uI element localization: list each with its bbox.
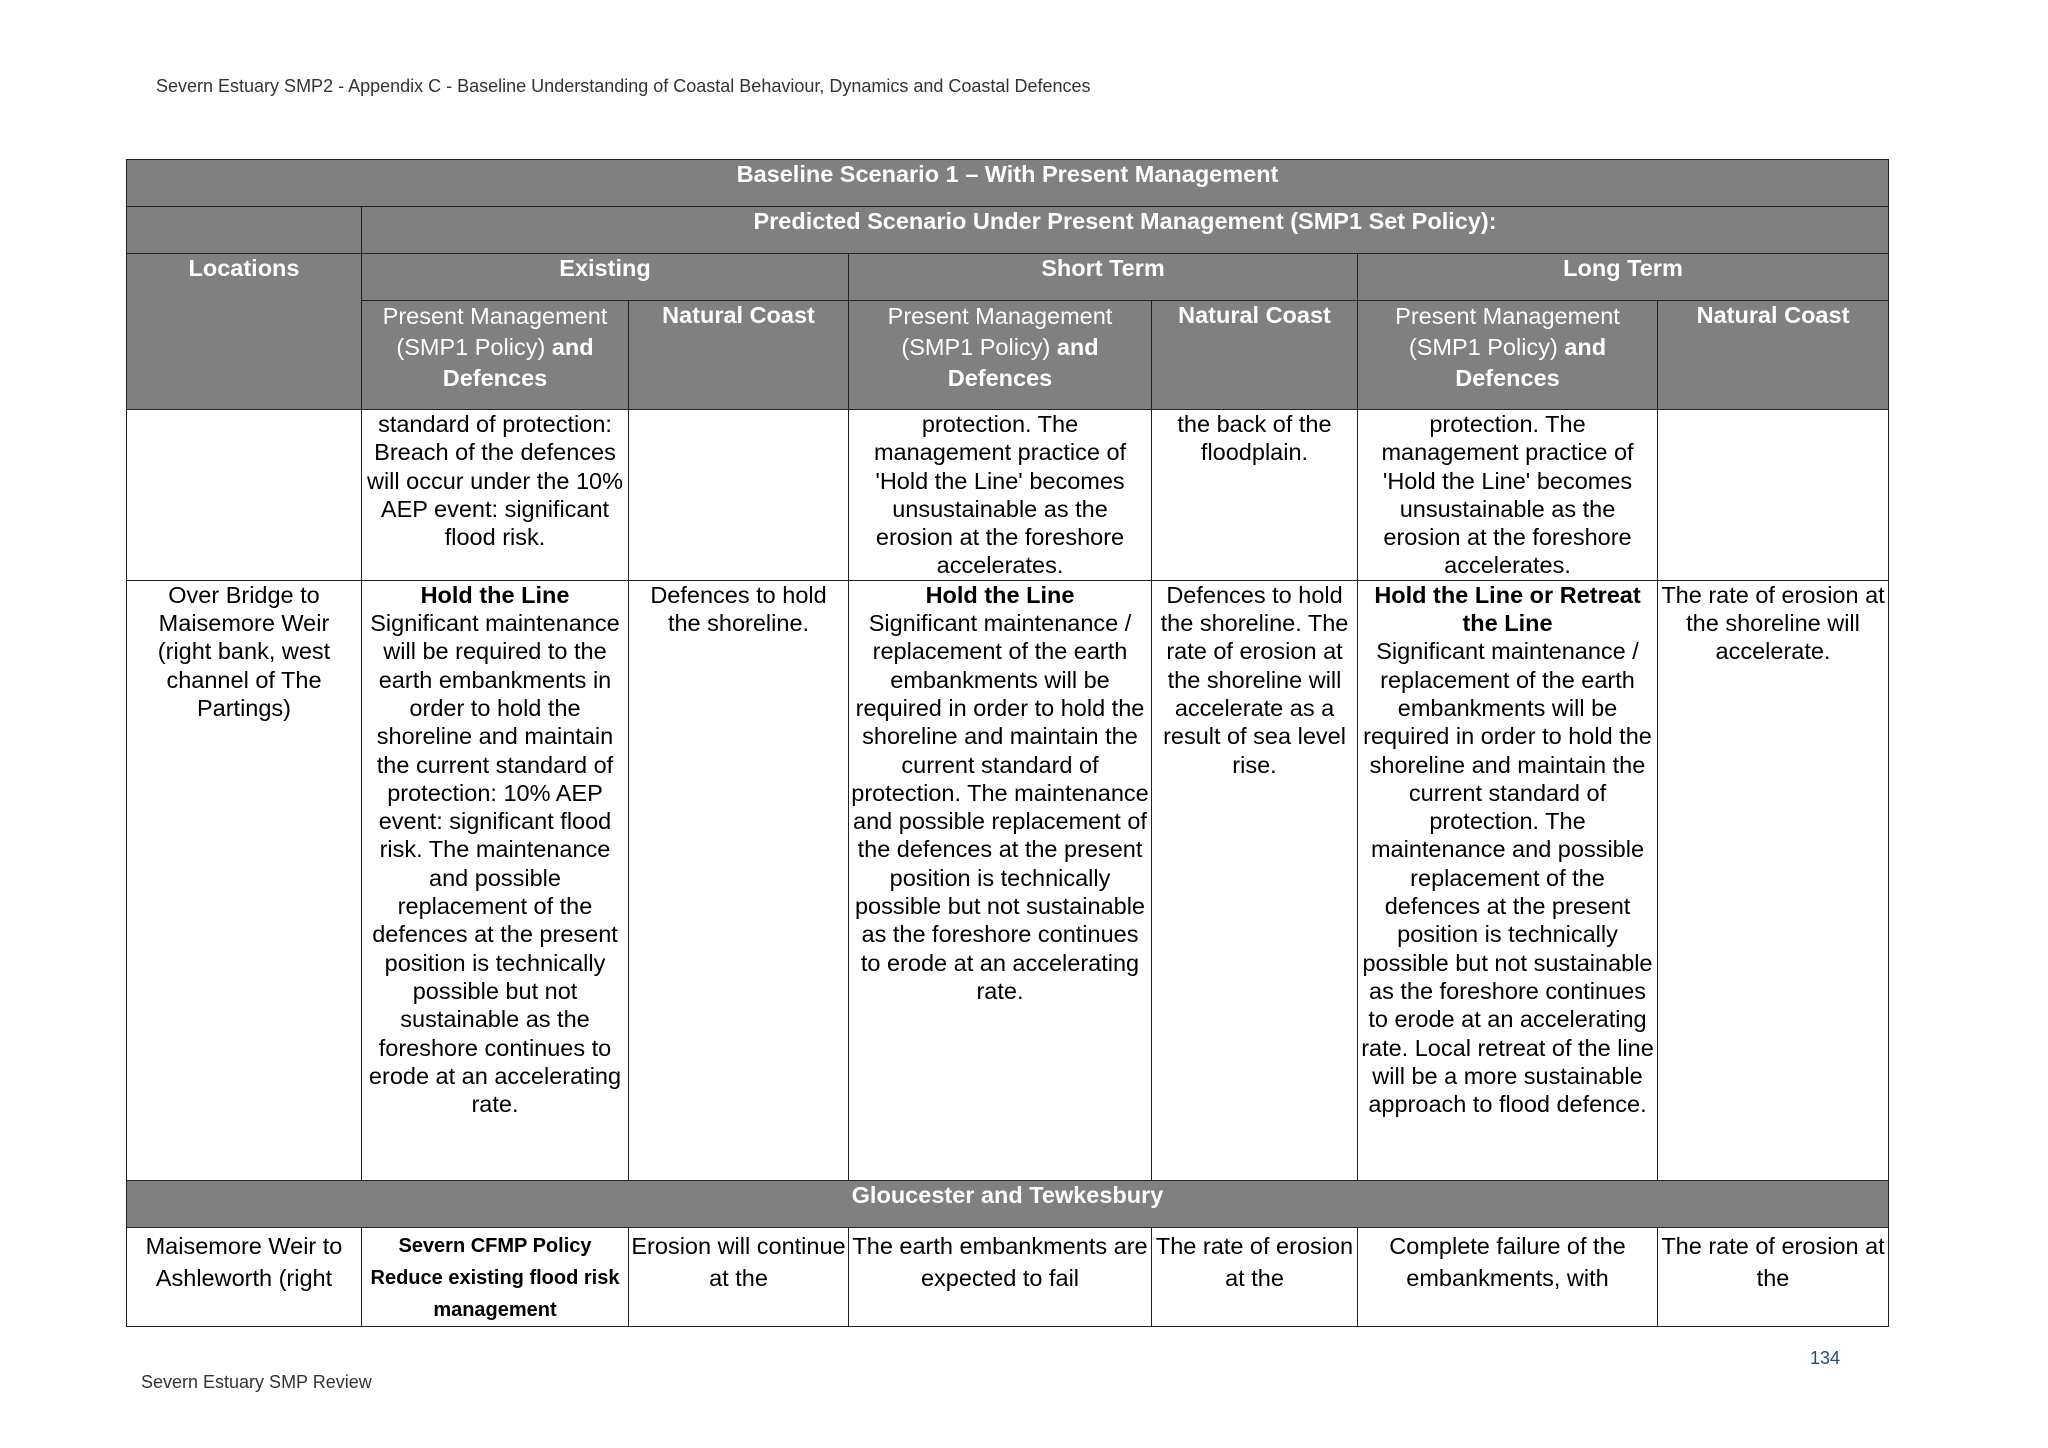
policy-title: Hold the Line [420,581,570,608]
document-header-title: Severn Estuary SMP2 - Appendix C - Baseline Understanding of Coastal Behaviour, Dynamics and Coastal Defences [156,76,1091,96]
existing-pm-cell: Severn CFMP Policy Reduce existing flood risk management [362,1227,629,1326]
existing-pm-cell: standard of protection: Breach of the defences will occur under the 10% AEP event: significant flood risk. [362,410,629,581]
existing-nc-cell: Erosion will continue at the [629,1227,849,1326]
existing-pm-header: Present Management (SMP1 Policy) and Defences [362,301,629,410]
table-subtitle-row [127,207,1889,254]
short-pm-cell [849,580,1152,1180]
policy-title: Hold the Line [925,581,1075,608]
page-number: 134 [1810,1348,1841,1368]
short-pm-header: Present Management (SMP1 Policy) and Defences [849,301,1152,410]
existing-nc-cell: Defences to hold the shoreline. [629,580,849,1180]
subtitle-blank-cell [127,207,362,254]
locations-header: Locations [127,254,362,410]
short-nc-cell: Defences to hold the shoreline. The rate of erosion at the shoreline will accelerate as a result of sea level rise. [1152,580,1358,1180]
policy-title: Hold the Line or Retreat the Line [1374,581,1641,637]
location-cell [127,410,362,581]
long-nc-cell: The rate of erosion at the shoreline will accelerate. [1658,580,1889,1180]
table-subtitle: Predicted Scenario Under Present Management (SMP1 Set Policy): [362,207,1889,254]
location-cell: Over Bridge to Maisemore Weir (right bank, west channel of The Partings) [127,580,362,1180]
long-nc-cell [1658,410,1889,581]
table-row [127,1227,1889,1326]
footer-text: Severn Estuary SMP Review [141,1372,372,1392]
column-header-row [127,301,1889,410]
period-long-term-header: Long Term [1358,254,1889,301]
long-pm-cell [1358,580,1658,1180]
location-cell: Maisemore Weir to Ashleworth (right [127,1227,362,1326]
existing-nc-cell [629,410,849,581]
table-row [127,580,1889,1180]
baseline-scenario-table [126,159,1889,1327]
existing-pm-cell [362,580,629,1180]
short-nc-cell: the back of the floodplain. [1152,410,1358,581]
period-existing-header: Existing [362,254,849,301]
long-nc-cell: The rate of erosion at the [1658,1227,1889,1326]
period-short-term-header: Short Term [849,254,1358,301]
long-pm-cell: Complete failure of the embankments, with [1358,1227,1658,1326]
long-pm-cell: protection. The management practice of 'Hold the Line' becomes unsustainable as the erosion at the foreshore accelerates. [1358,410,1658,581]
policy-text: Significant maintenance will be required to the earth embankments in order to hold the shoreline and maintain the current standard of protection: 10% AEP event: significant flood risk. The maintenance and possible replacement of the defences at the present position is technically possible but not sustainable as the foreshore continues to erode at an accelerating rate. [368,610,622,1118]
short-pm-cell: protection. The management practice of 'Hold the Line' becomes unsustainable as the erosion at the foreshore accelerates. [849,410,1152,581]
period-header-row [127,254,1889,301]
table-title: Baseline Scenario 1 – With Present Management [127,160,1889,207]
short-nc-header: Natural Coast [1152,301,1358,410]
long-nc-header: Natural Coast [1658,301,1889,410]
table-row [127,410,1889,581]
policy-text: Significant maintenance / replacement of the earth embankments will be required in order to hold the shoreline and maintain the current standard of protection. The maintenance and possible replacement of the defences at the present position is technically possible but not sustainable as the foreshore continues to erode at an accelerating rate. Local retreat of the line will be a more sustainable approach to flood defence. [1361,638,1654,1118]
policy-text: Significant maintenance / replacement of the earth embankments will be required in order to hold the shoreline and maintain the current standard of protection. The maintenance and possible replacement of the defences at the present position is technically possible but not sustainable as the foreshore continues to erode at an accelerating rate. [851,610,1149,1004]
short-pm-cell: The earth embankments are expected to fail [849,1227,1152,1326]
table-title-row [127,160,1889,207]
section-row [127,1180,1889,1227]
existing-nc-header: Natural Coast [629,301,849,410]
section-gloucester-tewkesbury: Gloucester and Tewkesbury [127,1180,1889,1227]
short-nc-cell: The rate of erosion at the [1152,1227,1358,1326]
long-pm-header: Present Management (SMP1 Policy) and Defences [1358,301,1658,410]
